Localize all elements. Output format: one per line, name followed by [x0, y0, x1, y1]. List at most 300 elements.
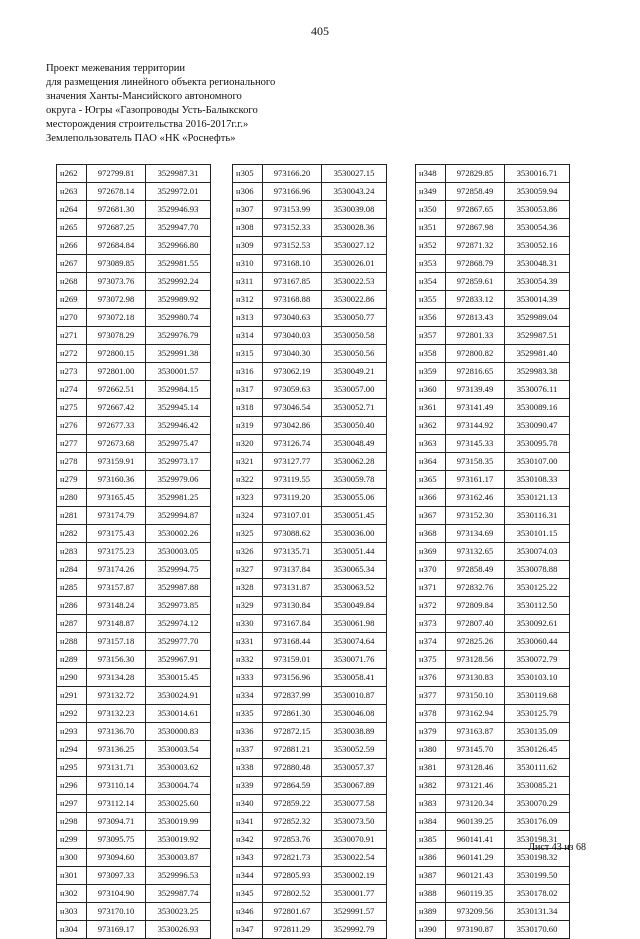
- y-coordinate-cell: 3529946.42: [146, 417, 211, 435]
- y-coordinate-cell: 3529987.88: [146, 579, 211, 597]
- table-row: [57, 381, 211, 399]
- table-row: [233, 435, 387, 453]
- x-coordinate-cell: 973134.69: [446, 525, 505, 543]
- x-coordinate-cell: 973175.23: [87, 543, 146, 561]
- x-coordinate-cell: 972801.67: [263, 903, 322, 921]
- point-id-cell: н280: [57, 489, 87, 507]
- point-id-cell: н315: [233, 345, 263, 363]
- x-coordinate-cell: 973128.56: [446, 651, 505, 669]
- table-row: [57, 237, 211, 255]
- table-row: [57, 849, 211, 867]
- x-coordinate-cell: 973190.87: [446, 921, 505, 939]
- point-id-cell: н277: [57, 435, 87, 453]
- point-id-cell: н299: [57, 831, 87, 849]
- table-row: [233, 525, 387, 543]
- x-coordinate-cell: 972859.61: [446, 273, 505, 291]
- point-id-cell: н324: [233, 507, 263, 525]
- x-coordinate-cell: 973153.99: [263, 201, 322, 219]
- x-coordinate-cell: 972799.81: [87, 165, 146, 183]
- table-row: [57, 183, 211, 201]
- y-coordinate-cell: 3530078.88: [505, 561, 570, 579]
- y-coordinate-cell: 3530101.15: [505, 525, 570, 543]
- point-id-cell: н363: [416, 435, 446, 453]
- y-coordinate-cell: 3529981.55: [146, 255, 211, 273]
- table-row: [233, 201, 387, 219]
- coordinates-table-3: [415, 164, 570, 939]
- point-id-cell: н317: [233, 381, 263, 399]
- table-row: [57, 543, 211, 561]
- y-coordinate-cell: 3529994.75: [146, 561, 211, 579]
- table-row: [416, 777, 570, 795]
- y-coordinate-cell: 3530071.76: [322, 651, 387, 669]
- y-coordinate-cell: 3530070.29: [505, 795, 570, 813]
- y-coordinate-cell: 3530022.53: [322, 273, 387, 291]
- y-coordinate-cell: 3530050.56: [322, 345, 387, 363]
- coordinates-table-2: [232, 164, 387, 939]
- table-row: [416, 651, 570, 669]
- y-coordinate-cell: 3530125.22: [505, 579, 570, 597]
- point-id-cell: н377: [416, 687, 446, 705]
- y-coordinate-cell: 3530043.24: [322, 183, 387, 201]
- y-coordinate-cell: 3530019.92: [146, 831, 211, 849]
- x-coordinate-cell: 973095.75: [87, 831, 146, 849]
- x-coordinate-cell: 973168.88: [263, 291, 322, 309]
- y-coordinate-cell: 3529981.40: [505, 345, 570, 363]
- y-coordinate-cell: 3530000.83: [146, 723, 211, 741]
- x-coordinate-cell: 973132.72: [87, 687, 146, 705]
- y-coordinate-cell: 3530077.58: [322, 795, 387, 813]
- y-coordinate-cell: 3530036.00: [322, 525, 387, 543]
- x-coordinate-cell: 973130.83: [446, 669, 505, 687]
- point-id-cell: н265: [57, 219, 87, 237]
- point-id-cell: н322: [233, 471, 263, 489]
- x-coordinate-cell: 973157.87: [87, 579, 146, 597]
- point-id-cell: н342: [233, 831, 263, 849]
- y-coordinate-cell: 3530026.93: [146, 921, 211, 939]
- y-coordinate-cell: 3530053.86: [505, 201, 570, 219]
- point-id-cell: н372: [416, 597, 446, 615]
- point-id-cell: н307: [233, 201, 263, 219]
- y-coordinate-cell: 3530055.06: [322, 489, 387, 507]
- x-coordinate-cell: 973152.33: [263, 219, 322, 237]
- table-row: [233, 633, 387, 651]
- table-row: [416, 345, 570, 363]
- y-coordinate-cell: 3530074.03: [505, 543, 570, 561]
- point-id-cell: н383: [416, 795, 446, 813]
- point-id-cell: н349: [416, 183, 446, 201]
- table-row: [416, 759, 570, 777]
- point-id-cell: н328: [233, 579, 263, 597]
- table-row: [416, 273, 570, 291]
- point-id-cell: н273: [57, 363, 87, 381]
- point-id-cell: н263: [57, 183, 87, 201]
- table-row: [57, 507, 211, 525]
- y-coordinate-cell: 3530178.02: [505, 885, 570, 903]
- y-coordinate-cell: 3529989.04: [505, 309, 570, 327]
- y-coordinate-cell: 3529946.93: [146, 201, 211, 219]
- y-coordinate-cell: 3530046.08: [322, 705, 387, 723]
- x-coordinate-cell: 973072.98: [87, 291, 146, 309]
- point-id-cell: н292: [57, 705, 87, 723]
- point-id-cell: н330: [233, 615, 263, 633]
- point-id-cell: н271: [57, 327, 87, 345]
- point-id-cell: н295: [57, 759, 87, 777]
- x-coordinate-cell: 960141.41: [446, 831, 505, 849]
- y-coordinate-cell: 3530112.50: [505, 597, 570, 615]
- y-coordinate-cell: 3530039.08: [322, 201, 387, 219]
- point-id-cell: н305: [233, 165, 263, 183]
- point-id-cell: н311: [233, 273, 263, 291]
- x-coordinate-cell: 973088.62: [263, 525, 322, 543]
- point-id-cell: н291: [57, 687, 87, 705]
- point-id-cell: н340: [233, 795, 263, 813]
- table-row: [57, 453, 211, 471]
- table-row: [416, 723, 570, 741]
- y-coordinate-cell: 3529979.06: [146, 471, 211, 489]
- x-coordinate-cell: 973169.17: [87, 921, 146, 939]
- x-coordinate-cell: 972881.21: [263, 741, 322, 759]
- y-coordinate-cell: 3530001.77: [322, 885, 387, 903]
- point-id-cell: н323: [233, 489, 263, 507]
- x-coordinate-cell: 973128.46: [446, 759, 505, 777]
- y-coordinate-cell: 3530126.45: [505, 741, 570, 759]
- table-row: [233, 471, 387, 489]
- table-row: [57, 471, 211, 489]
- y-coordinate-cell: 3530135.09: [505, 723, 570, 741]
- x-coordinate-cell: 972801.00: [87, 363, 146, 381]
- table-row: [233, 849, 387, 867]
- point-id-cell: н282: [57, 525, 87, 543]
- x-coordinate-cell: 973046.54: [263, 399, 322, 417]
- table-row: [233, 291, 387, 309]
- table-row: [57, 813, 211, 831]
- x-coordinate-cell: 973040.03: [263, 327, 322, 345]
- point-id-cell: н334: [233, 687, 263, 705]
- x-coordinate-cell: 973094.71: [87, 813, 146, 831]
- point-id-cell: н360: [416, 381, 446, 399]
- x-coordinate-cell: 973150.10: [446, 687, 505, 705]
- x-coordinate-cell: 973145.33: [446, 435, 505, 453]
- y-coordinate-cell: 3530050.58: [322, 327, 387, 345]
- table-row: [233, 399, 387, 417]
- x-coordinate-cell: 972825.26: [446, 633, 505, 651]
- y-coordinate-cell: 3530070.91: [322, 831, 387, 849]
- header-line: месторождения строительства 2016-2017г.г.»: [46, 119, 249, 130]
- y-coordinate-cell: 3529996.53: [146, 867, 211, 885]
- x-coordinate-cell: 973119.55: [263, 471, 322, 489]
- x-coordinate-cell: 973159.91: [87, 453, 146, 471]
- x-coordinate-cell: 973062.19: [263, 363, 322, 381]
- x-coordinate-cell: 973144.92: [446, 417, 505, 435]
- point-id-cell: н287: [57, 615, 87, 633]
- table-row: [233, 255, 387, 273]
- y-coordinate-cell: 3530002.19: [322, 867, 387, 885]
- table-row: [416, 237, 570, 255]
- table-row: [233, 723, 387, 741]
- point-id-cell: н374: [416, 633, 446, 651]
- point-id-cell: н309: [233, 237, 263, 255]
- point-id-cell: н325: [233, 525, 263, 543]
- x-coordinate-cell: 972867.65: [446, 201, 505, 219]
- x-coordinate-cell: 973089.85: [87, 255, 146, 273]
- table-row: [233, 867, 387, 885]
- point-id-cell: н312: [233, 291, 263, 309]
- y-coordinate-cell: 3530072.79: [505, 651, 570, 669]
- table-row: [57, 489, 211, 507]
- table-row: [57, 561, 211, 579]
- x-coordinate-cell: 973168.44: [263, 633, 322, 651]
- x-coordinate-cell: 973152.53: [263, 237, 322, 255]
- y-coordinate-cell: 3529989.92: [146, 291, 211, 309]
- table-row: [416, 705, 570, 723]
- point-id-cell: н365: [416, 471, 446, 489]
- x-coordinate-cell: 973059.63: [263, 381, 322, 399]
- point-id-cell: н382: [416, 777, 446, 795]
- point-id-cell: н362: [416, 417, 446, 435]
- y-coordinate-cell: 3530057.00: [322, 381, 387, 399]
- y-coordinate-cell: 3529987.31: [146, 165, 211, 183]
- y-coordinate-cell: 3530059.94: [505, 183, 570, 201]
- x-coordinate-cell: 972852.32: [263, 813, 322, 831]
- point-id-cell: н347: [233, 921, 263, 939]
- point-id-cell: н318: [233, 399, 263, 417]
- y-coordinate-cell: 3530125.79: [505, 705, 570, 723]
- y-coordinate-cell: 3530003.62: [146, 759, 211, 777]
- table-row: [233, 741, 387, 759]
- point-id-cell: н288: [57, 633, 87, 651]
- x-coordinate-cell: 973110.14: [87, 777, 146, 795]
- y-coordinate-cell: 3529981.25: [146, 489, 211, 507]
- table-row: [57, 291, 211, 309]
- table-row: [416, 507, 570, 525]
- x-coordinate-cell: 973120.34: [446, 795, 505, 813]
- x-coordinate-cell: 973130.84: [263, 597, 322, 615]
- point-id-cell: н350: [416, 201, 446, 219]
- point-id-cell: н279: [57, 471, 87, 489]
- x-coordinate-cell: 973136.25: [87, 741, 146, 759]
- coordinates-table-1: [56, 164, 211, 939]
- point-id-cell: н303: [57, 903, 87, 921]
- table-row: [416, 867, 570, 885]
- table-row: [57, 921, 211, 939]
- y-coordinate-cell: 3529987.51: [505, 327, 570, 345]
- table-row: [57, 327, 211, 345]
- x-coordinate-cell: 960139.25: [446, 813, 505, 831]
- table-row: [416, 597, 570, 615]
- y-coordinate-cell: 3530022.54: [322, 849, 387, 867]
- y-coordinate-cell: 3530085.21: [505, 777, 570, 795]
- table-row: [57, 867, 211, 885]
- point-id-cell: н390: [416, 921, 446, 939]
- y-coordinate-cell: 3530050.40: [322, 417, 387, 435]
- table-row: [416, 561, 570, 579]
- table-row: [416, 525, 570, 543]
- y-coordinate-cell: 3529947.70: [146, 219, 211, 237]
- y-coordinate-cell: 3530067.89: [322, 777, 387, 795]
- x-coordinate-cell: 973148.87: [87, 615, 146, 633]
- x-coordinate-cell: 973094.60: [87, 849, 146, 867]
- x-coordinate-cell: 972677.33: [87, 417, 146, 435]
- table-row: [57, 651, 211, 669]
- point-id-cell: н283: [57, 543, 87, 561]
- point-id-cell: н387: [416, 867, 446, 885]
- y-coordinate-cell: 3530063.52: [322, 579, 387, 597]
- y-coordinate-cell: 3530107.00: [505, 453, 570, 471]
- x-coordinate-cell: 973078.29: [87, 327, 146, 345]
- table-row: [233, 579, 387, 597]
- x-coordinate-cell: 973107.01: [263, 507, 322, 525]
- point-id-cell: н370: [416, 561, 446, 579]
- x-coordinate-cell: 972833.12: [446, 291, 505, 309]
- y-coordinate-cell: 3530054.36: [505, 219, 570, 237]
- point-id-cell: н364: [416, 453, 446, 471]
- x-coordinate-cell: 973163.87: [446, 723, 505, 741]
- y-coordinate-cell: 3529977.70: [146, 633, 211, 651]
- y-coordinate-cell: 3529972.01: [146, 183, 211, 201]
- point-id-cell: н275: [57, 399, 87, 417]
- x-coordinate-cell: 972864.59: [263, 777, 322, 795]
- point-id-cell: н298: [57, 813, 87, 831]
- table-row: [416, 885, 570, 903]
- y-coordinate-cell: 3529992.24: [146, 273, 211, 291]
- y-coordinate-cell: 3530058.41: [322, 669, 387, 687]
- table-row: [416, 309, 570, 327]
- table-row: [57, 885, 211, 903]
- x-coordinate-cell: 973161.17: [446, 471, 505, 489]
- x-coordinate-cell: 972805.93: [263, 867, 322, 885]
- y-coordinate-cell: 3530049.21: [322, 363, 387, 381]
- point-id-cell: н289: [57, 651, 87, 669]
- x-coordinate-cell: 973135.71: [263, 543, 322, 561]
- x-coordinate-cell: 972861.30: [263, 705, 322, 723]
- point-id-cell: н267: [57, 255, 87, 273]
- y-coordinate-cell: 3530089.16: [505, 399, 570, 417]
- x-coordinate-cell: 973209.56: [446, 903, 505, 921]
- point-id-cell: н357: [416, 327, 446, 345]
- table-row: [57, 597, 211, 615]
- x-coordinate-cell: 973160.36: [87, 471, 146, 489]
- table-row: [233, 453, 387, 471]
- x-coordinate-cell: 973159.01: [263, 651, 322, 669]
- y-coordinate-cell: 3530049.84: [322, 597, 387, 615]
- point-id-cell: н270: [57, 309, 87, 327]
- x-coordinate-cell: 972859.22: [263, 795, 322, 813]
- y-coordinate-cell: 3530103.10: [505, 669, 570, 687]
- x-coordinate-cell: 973168.10: [263, 255, 322, 273]
- table-row: [57, 273, 211, 291]
- point-id-cell: н353: [416, 255, 446, 273]
- point-id-cell: н331: [233, 633, 263, 651]
- table-row: [57, 795, 211, 813]
- table-row: [233, 273, 387, 291]
- x-coordinate-cell: 972802.52: [263, 885, 322, 903]
- point-id-cell: н313: [233, 309, 263, 327]
- y-coordinate-cell: 3530198.32: [505, 849, 570, 867]
- y-coordinate-cell: 3530199.50: [505, 867, 570, 885]
- point-id-cell: н320: [233, 435, 263, 453]
- x-coordinate-cell: 973040.30: [263, 345, 322, 363]
- point-id-cell: н264: [57, 201, 87, 219]
- point-id-cell: н368: [416, 525, 446, 543]
- x-coordinate-cell: 972816.65: [446, 363, 505, 381]
- x-coordinate-cell: 973104.90: [87, 885, 146, 903]
- y-coordinate-cell: 3530198.31: [505, 831, 570, 849]
- table-row: [233, 831, 387, 849]
- x-coordinate-cell: 973158.35: [446, 453, 505, 471]
- table-row: [57, 777, 211, 795]
- table-row: [416, 669, 570, 687]
- point-id-cell: н268: [57, 273, 87, 291]
- y-coordinate-cell: 3530027.15: [322, 165, 387, 183]
- y-coordinate-cell: 3530003.54: [146, 741, 211, 759]
- point-id-cell: н389: [416, 903, 446, 921]
- table-row: [416, 219, 570, 237]
- y-coordinate-cell: 3530014.61: [146, 705, 211, 723]
- x-coordinate-cell: 973121.46: [446, 777, 505, 795]
- x-coordinate-cell: 973165.45: [87, 489, 146, 507]
- table-row: [416, 399, 570, 417]
- y-coordinate-cell: 3530074.64: [322, 633, 387, 651]
- point-id-cell: н336: [233, 723, 263, 741]
- point-id-cell: н262: [57, 165, 87, 183]
- x-coordinate-cell: 973132.65: [446, 543, 505, 561]
- y-coordinate-cell: 3530023.25: [146, 903, 211, 921]
- table-row: [57, 741, 211, 759]
- table-row: [233, 795, 387, 813]
- table-row: [57, 579, 211, 597]
- point-id-cell: н351: [416, 219, 446, 237]
- y-coordinate-cell: 3530019.99: [146, 813, 211, 831]
- point-id-cell: н367: [416, 507, 446, 525]
- table-row: [233, 363, 387, 381]
- table-row: [416, 183, 570, 201]
- table-row: [416, 921, 570, 939]
- point-id-cell: н290: [57, 669, 87, 687]
- point-id-cell: н378: [416, 705, 446, 723]
- table-row: [57, 633, 211, 651]
- point-id-cell: н369: [416, 543, 446, 561]
- point-id-cell: н380: [416, 741, 446, 759]
- point-id-cell: н281: [57, 507, 87, 525]
- header-line: значения Ханты-Мансийского автономного: [46, 91, 242, 102]
- x-coordinate-cell: 973174.79: [87, 507, 146, 525]
- y-coordinate-cell: 3530048.49: [322, 435, 387, 453]
- y-coordinate-cell: 3530027.12: [322, 237, 387, 255]
- x-coordinate-cell: 973139.49: [446, 381, 505, 399]
- point-id-cell: н354: [416, 273, 446, 291]
- table-row: [57, 759, 211, 777]
- y-coordinate-cell: 3530015.45: [146, 669, 211, 687]
- point-id-cell: н375: [416, 651, 446, 669]
- table-row: [57, 417, 211, 435]
- y-coordinate-cell: 3530170.60: [505, 921, 570, 939]
- point-id-cell: н345: [233, 885, 263, 903]
- x-coordinate-cell: 972811.29: [263, 921, 322, 939]
- point-id-cell: н338: [233, 759, 263, 777]
- point-id-cell: н381: [416, 759, 446, 777]
- table-row: [233, 345, 387, 363]
- y-coordinate-cell: 3530092.61: [505, 615, 570, 633]
- point-id-cell: н341: [233, 813, 263, 831]
- table-row: [416, 813, 570, 831]
- x-coordinate-cell: 972832.76: [446, 579, 505, 597]
- point-id-cell: н371: [416, 579, 446, 597]
- y-coordinate-cell: 3529991.38: [146, 345, 211, 363]
- y-coordinate-cell: 3529973.85: [146, 597, 211, 615]
- table-row: [416, 543, 570, 561]
- table-row: [233, 237, 387, 255]
- y-coordinate-cell: 3529987.74: [146, 885, 211, 903]
